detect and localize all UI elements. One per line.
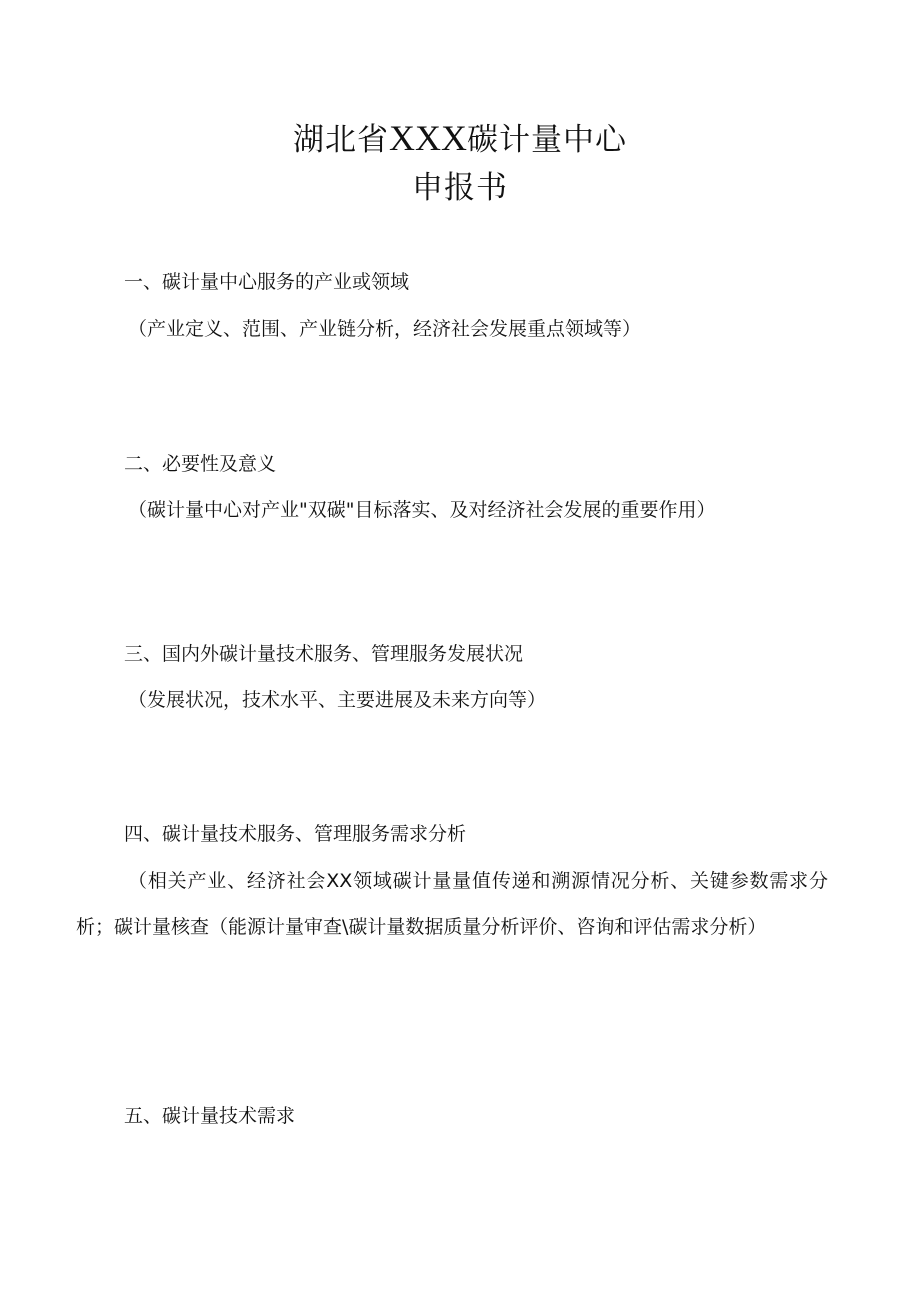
section-heading-5: 五、碳计量技术需求	[124, 1105, 296, 1127]
section-heading-1: 一、碳计量中心服务的产业或领域	[124, 271, 410, 293]
document-title	[0, 116, 920, 162]
section-note-3: （发展状况，技术水平、主要进展及未来方向等）	[128, 689, 547, 711]
section-heading-2: 二、必要性及意义	[124, 453, 277, 475]
section-note-1: （产业定义、范围、产业链分析，经济社会发展重点领域等）	[128, 318, 642, 340]
title-prefix: 湖北省	[293, 122, 389, 158]
section-heading-4: 四、碳计量技术服务、管理服务需求分析	[124, 823, 467, 845]
title-code: XXX	[389, 118, 467, 158]
title-suffix: 碳计量中心	[467, 122, 627, 158]
section-note-4: （相关产业、经济社会XX领域碳计量量值传递和溯源情况分析、关键参数需求分析；碳计量核查（能源计量审查\碳计量数据质量分析评价、咨询和评估需求分析）	[76, 870, 828, 938]
section-note-2: （碳计量中心对产业"双碳"目标落实、及对经济社会发展的重要作用）	[128, 499, 716, 521]
section-heading-3: 三、国内外碳计量技术服务、管理服务发展状况	[124, 643, 524, 665]
document-subtitle: 申报书	[412, 170, 508, 206]
